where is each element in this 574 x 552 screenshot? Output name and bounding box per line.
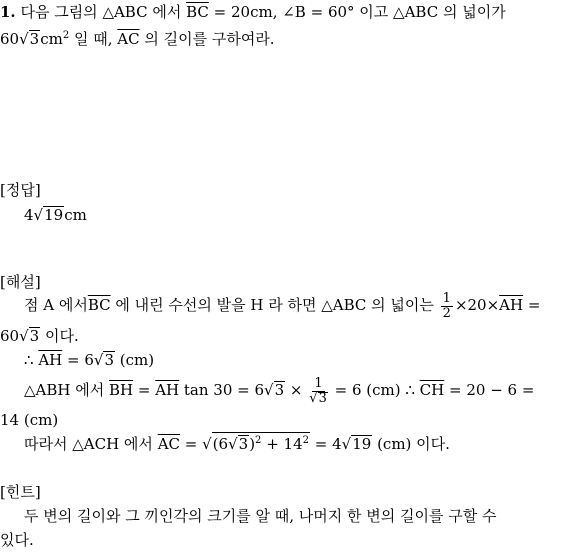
solution-text: = 6 xyxy=(62,351,94,369)
radicand: 19 xyxy=(44,206,64,224)
solution-text: (cm) 이다. xyxy=(372,435,450,453)
solution-text: = xyxy=(523,296,541,314)
segment-bc: $\overline{BC}$ xyxy=(186,3,209,21)
unit: cm xyxy=(40,30,63,48)
sqrt-symbol: √ xyxy=(264,381,274,399)
segment-bh: $\overline{BH}$ xyxy=(109,381,134,399)
solution-text: ×20× xyxy=(454,296,500,314)
fraction-half xyxy=(441,292,453,321)
solution-text: = xyxy=(180,435,203,453)
solution-line-1 xyxy=(24,290,540,321)
problem-text: 일 때, xyxy=(69,30,118,48)
solution-text: (6 xyxy=(212,435,229,453)
solution-line-4 xyxy=(24,372,534,408)
solution-text: △ABH 에서 xyxy=(24,381,109,399)
radicand: 3 xyxy=(104,351,114,369)
solution-text: 점 A 에서 xyxy=(24,296,88,314)
radicand: 3 xyxy=(29,30,40,48)
answer-header: [정답] xyxy=(0,181,41,199)
radicand: 3 xyxy=(274,381,285,399)
segment-ah: $\overline{AH}$ xyxy=(499,296,524,314)
solution-line-3 xyxy=(24,350,154,370)
solution-text: = 20 − 6 = xyxy=(444,381,535,399)
solution-text: = 4 xyxy=(310,435,342,453)
solution-text: 60 xyxy=(0,327,20,345)
answer-value xyxy=(24,205,87,225)
exponent: 2 xyxy=(302,435,309,446)
sqrt-symbol: √ xyxy=(309,390,318,406)
sqrt-symbol: √ xyxy=(93,351,104,369)
segment-ah: $\overline{AH}$ xyxy=(38,351,63,369)
segment-bc: $\overline{BC}$ xyxy=(87,296,111,314)
solution-line-5: 14 (cm) xyxy=(0,411,59,429)
segment-ah: $\overline{AH}$ xyxy=(155,381,180,399)
solution-text: 따라서 △ACH 에서 xyxy=(24,435,158,453)
solution-line-6 xyxy=(24,432,450,454)
problem-line-2 xyxy=(0,26,275,49)
segment-ac: $\overline{AC}$ xyxy=(117,30,140,48)
problem-number: 1. xyxy=(0,3,16,21)
solution-text: + 14 xyxy=(261,435,303,453)
big-radicand xyxy=(212,432,310,452)
solution-text: 에 내린 수선의 발을 H 라 하면 △ABC 의 넓이는 xyxy=(110,296,439,314)
problem-text: 60 xyxy=(0,30,20,48)
solution-text: (cm) xyxy=(115,351,155,369)
radicand: 19 xyxy=(352,435,372,453)
radicand: 3 xyxy=(238,435,249,453)
solution-text: × xyxy=(285,381,308,399)
problem-text: 의 길이를 구하여라. xyxy=(139,30,275,48)
sqrt-symbol: √ xyxy=(228,435,238,453)
problem-text: 다음 그림의 △ABC 에서 xyxy=(20,3,187,21)
fraction-one-over-root3 xyxy=(309,377,328,406)
answer-coef: 4 xyxy=(24,206,34,224)
problem-line-1 xyxy=(0,2,506,22)
denominator xyxy=(309,392,328,406)
hint-header: [힌트] xyxy=(0,483,41,501)
solution-text: = 6 (cm) ∴ xyxy=(329,381,420,399)
hint-line-2: 있다. xyxy=(0,531,34,549)
numerator: 1 xyxy=(442,290,451,306)
solution-text: ) xyxy=(249,435,256,453)
sqrt-symbol: √ xyxy=(19,327,29,345)
solution-text: = xyxy=(133,381,156,399)
radicand: 3 xyxy=(29,327,40,345)
unit: cm xyxy=(64,206,87,224)
numerator: 1 xyxy=(314,375,323,391)
sqrt-symbol: √ xyxy=(33,206,44,224)
sqrt-symbol: √ xyxy=(202,435,212,453)
solution-text: 이다. xyxy=(40,327,79,345)
exponent: 2 xyxy=(255,435,262,446)
problem-text: = 20cm, ∠B = 60° 이고 △ABC 의 넓이가 xyxy=(208,3,506,21)
segment-ch: $\overline{CH}$ xyxy=(419,381,445,399)
exponent: 2 xyxy=(62,30,70,41)
segment-ac: $\overline{AC}$ xyxy=(157,435,180,453)
sqrt-symbol: √ xyxy=(341,435,352,453)
sqrt-symbol: √ xyxy=(19,30,29,48)
solution-header: [해설] xyxy=(0,273,41,291)
solution-text: ∴ xyxy=(24,351,39,369)
denominator: 2 xyxy=(442,305,451,321)
solution-line-2 xyxy=(0,326,79,346)
hint-line-1: 두 변의 길이와 그 끼인각의 크기를 알 때, 나머지 한 변의 길이를 구할 수 xyxy=(24,507,497,525)
radicand: 3 xyxy=(318,390,327,406)
solution-text: tan 30 = 6 xyxy=(179,381,265,399)
